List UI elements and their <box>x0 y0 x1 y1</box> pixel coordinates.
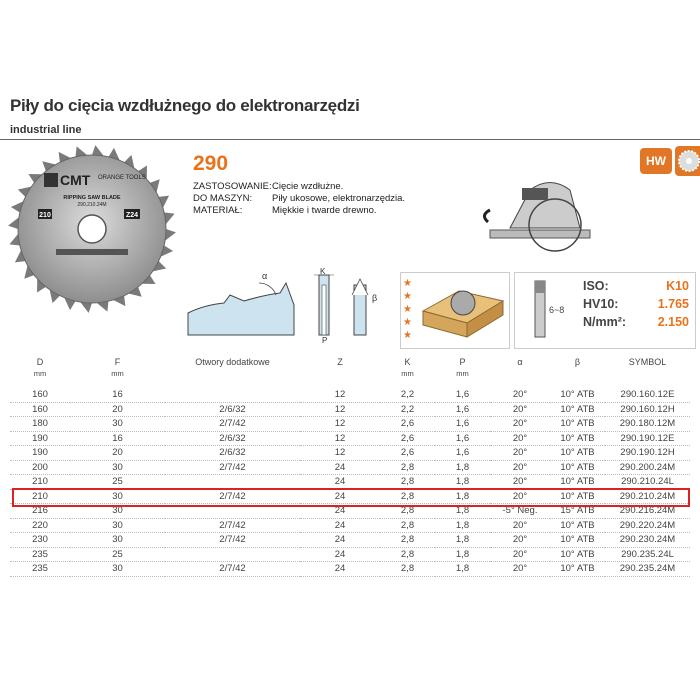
table-cell: 12 <box>300 446 380 461</box>
column-header: SYMBOL <box>628 357 667 367</box>
blade-brand: CMT <box>60 172 91 188</box>
table-cell: 25 <box>70 547 165 562</box>
table-cell: 24 <box>300 504 380 519</box>
table-cell: 290.210.24L <box>605 475 690 490</box>
table-cell: 200 <box>10 460 70 475</box>
table-cell: 290.160.12E <box>605 388 690 402</box>
table-cell <box>165 475 300 490</box>
table-cell: 2/6/32 <box>165 402 300 417</box>
table-cell: 24 <box>300 460 380 475</box>
table-cell: 10° ATB <box>550 446 605 461</box>
blade-diameter: 210 <box>39 212 51 219</box>
table-cell: 2,6 <box>380 446 435 461</box>
table-cell: 10° ATB <box>550 402 605 417</box>
table-cell: 20° <box>490 460 550 475</box>
blade-brand-sub: ORANGE TOOLS <box>98 175 146 181</box>
product-info <box>193 181 405 217</box>
table-cell: 12 <box>300 431 380 446</box>
table-cell: 235 <box>10 562 70 577</box>
blade-teeth: Z24 <box>125 212 139 219</box>
table-cell: 2/7/42 <box>165 417 300 432</box>
table-cell: 1,8 <box>435 533 490 548</box>
table-cell: 1,8 <box>435 562 490 577</box>
table-cell: 10° ATB <box>550 417 605 432</box>
blade-type: RIPPING SAW BLADE <box>63 195 121 201</box>
orange-blade-icon <box>675 146 700 176</box>
table-cell: 24 <box>300 547 380 562</box>
table-cell: 2,6 <box>380 417 435 432</box>
column-header: α <box>517 357 523 367</box>
table-cell: 20° <box>490 562 550 577</box>
table-row[interactable] <box>10 460 690 475</box>
table-cell: 2/6/32 <box>165 431 300 446</box>
table-cell: 20° <box>490 475 550 490</box>
tip-dimension: 6~8 <box>549 305 565 315</box>
k-label: K <box>320 267 326 276</box>
table-cell: 290.160.12H <box>605 402 690 417</box>
table-cell: 2,8 <box>380 489 435 504</box>
table-cell: 1,8 <box>435 460 490 475</box>
table-cell: 20° <box>490 431 550 446</box>
page-title: Piły do cięcia wzdłużnego do elektronarzędzi <box>10 96 360 115</box>
column-header: β <box>574 357 581 367</box>
table-row[interactable] <box>10 446 690 461</box>
application-illustration <box>400 272 510 349</box>
table-cell: 2/6/32 <box>165 446 300 461</box>
table-cell: 30 <box>70 417 165 432</box>
table-cell: 190 <box>10 446 70 461</box>
table-row[interactable] <box>10 547 690 562</box>
table-cell: 160 <box>10 402 70 417</box>
table-cell: 1,8 <box>435 518 490 533</box>
table-cell: 2/7/42 <box>165 489 300 504</box>
table-cell: 1,8 <box>435 489 490 504</box>
table-cell: 20° <box>490 533 550 548</box>
column-header: D mm <box>33 357 47 378</box>
table-cell: 20° <box>490 388 550 402</box>
table-cell: 24 <box>300 562 380 577</box>
table-cell: 30 <box>70 489 165 504</box>
table-row[interactable] <box>10 417 690 432</box>
table-cell: 290.230.24M <box>605 533 690 548</box>
table-row[interactable] <box>10 533 690 548</box>
table-cell: 10° ATB <box>550 547 605 562</box>
hw-badge: HW <box>640 148 672 174</box>
specs-panel <box>514 272 696 349</box>
table-cell: 16 <box>70 388 165 402</box>
table-cell: 2,8 <box>380 460 435 475</box>
saw-blade-image <box>6 143 178 315</box>
table-cell: 30 <box>70 562 165 577</box>
page-subtitle: industrial line <box>10 124 82 136</box>
table-cell: 2,8 <box>380 504 435 519</box>
saw-tooth <box>165 229 176 241</box>
table-row[interactable] <box>10 562 690 577</box>
table-cell: 2/7/42 <box>165 460 300 475</box>
table-cell: 24 <box>300 533 380 548</box>
blade-number: 290.210.24M <box>77 202 107 208</box>
table-cell: 290.180.12M <box>605 417 690 432</box>
table-cell: 290.220.24M <box>605 518 690 533</box>
table-cell: 10° ATB <box>550 460 605 475</box>
table-cell: 2/7/42 <box>165 518 300 533</box>
table-cell: 20° <box>490 518 550 533</box>
table-cell: 10° ATB <box>550 518 605 533</box>
info-row-application: ZASTOSOWANIE:Cięcie wzdłużne. <box>193 181 344 192</box>
column-header: F mm <box>111 357 124 378</box>
table-cell: 30 <box>70 533 165 548</box>
table-cell: 290.210.24M <box>605 489 690 504</box>
table-cell: 10° ATB <box>550 431 605 446</box>
table-cell: 2,8 <box>380 533 435 548</box>
table-cell: 180 <box>10 417 70 432</box>
table-cell: 24 <box>300 475 380 490</box>
saw-tooth <box>92 145 104 156</box>
table-cell: 2,8 <box>380 562 435 577</box>
table-cell: 16 <box>70 431 165 446</box>
table-cell: 20° <box>490 446 550 461</box>
header-divider <box>0 139 700 140</box>
table-cell: 20 <box>70 446 165 461</box>
table-cell: 24 <box>300 518 380 533</box>
table-row[interactable] <box>10 402 690 417</box>
saw-tooth <box>8 217 19 229</box>
table-cell: 230 <box>10 533 70 548</box>
table-cell: 10° ATB <box>550 562 605 577</box>
table-cell: 1,6 <box>435 446 490 461</box>
table-cell: 290.235.24M <box>605 562 690 577</box>
table-cell: -5° Neg. <box>490 504 550 519</box>
table-cell: 2,2 <box>380 402 435 417</box>
table-cell: 20° <box>490 402 550 417</box>
alpha-label: α <box>262 271 268 281</box>
table-cell <box>165 388 300 402</box>
table-body <box>10 388 690 576</box>
table-cell: 10° ATB <box>550 475 605 490</box>
table-cell: 20° <box>490 489 550 504</box>
table-cell: 30 <box>70 460 165 475</box>
tooth-geometry-diagram <box>184 265 394 345</box>
table-cell: 2,8 <box>380 475 435 490</box>
table-cell: 25 <box>70 475 165 490</box>
table-cell: 10° ATB <box>550 489 605 504</box>
saw-tooth <box>80 302 92 313</box>
table-cell: 2/7/42 <box>165 562 300 577</box>
p-label: P <box>322 336 328 345</box>
table-cell: 1,8 <box>435 504 490 519</box>
table-cell: 2,6 <box>380 431 435 446</box>
table-row[interactable] <box>10 431 690 446</box>
product-code: 290 <box>193 152 229 175</box>
table-cell: 220 <box>10 518 70 533</box>
table-row[interactable] <box>10 388 690 402</box>
table-cell: 290.216.24M <box>605 504 690 519</box>
table-cell: 20° <box>490 417 550 432</box>
info-row-material: MATERIAŁ: Miękkie i twarde drewno. <box>193 205 377 216</box>
column-header: P mm <box>456 357 469 378</box>
table-cell: 1,8 <box>435 475 490 490</box>
table-cell: 12 <box>300 388 380 402</box>
table-cell: 30 <box>70 518 165 533</box>
table-cell: 1,8 <box>435 547 490 562</box>
spec-strength: N/mm²: 2.150 <box>583 315 689 329</box>
circular-saw-illustration <box>470 170 600 260</box>
column-header: Otwory dodatkowe <box>195 357 270 367</box>
table-cell: 290.190.12H <box>605 446 690 461</box>
spec-hv10: HV10: 1.765 <box>583 297 689 311</box>
table-cell: 160 <box>10 388 70 402</box>
table-cell: 20 <box>70 402 165 417</box>
table-row[interactable] <box>10 518 690 533</box>
spec-iso: ISO: K10 <box>583 279 689 293</box>
table-cell: 190 <box>10 431 70 446</box>
table-cell: 235 <box>10 547 70 562</box>
info-row-machines: DO MASZYN: Piły ukosowe, elektronarzędzia. <box>193 193 406 204</box>
table-cell: 24 <box>300 489 380 504</box>
table-cell: 10° ATB <box>550 533 605 548</box>
table-cell: 210 <box>10 475 70 490</box>
table-cell: 2,8 <box>380 547 435 562</box>
table-cell: 10° ATB <box>550 388 605 402</box>
table-cell: 2,2 <box>380 388 435 402</box>
column-header: Z <box>337 357 343 367</box>
table-cell: 30 <box>70 504 165 519</box>
table-cell: 290.190.12E <box>605 431 690 446</box>
table-cell: 210 <box>10 489 70 504</box>
table-cell: 1,6 <box>435 417 490 432</box>
table-cell: 20° <box>490 547 550 562</box>
table-cell: 12 <box>300 402 380 417</box>
column-header: K mm <box>401 357 414 378</box>
product-table <box>10 355 690 577</box>
selected-row-highlight <box>12 488 690 507</box>
table-cell: 1,6 <box>435 388 490 402</box>
table-cell: 15° ATB <box>550 504 605 519</box>
table-cell: 1,6 <box>435 402 490 417</box>
table-cell: 2/7/42 <box>165 533 300 548</box>
beta-label: β <box>372 293 378 303</box>
table-cell: 290.235.24L <box>605 547 690 562</box>
table-cell: 2,8 <box>380 518 435 533</box>
table-cell <box>165 547 300 562</box>
wood-board-icon <box>419 281 507 343</box>
table-header-row <box>10 355 690 388</box>
brand-logo-mark <box>44 173 58 187</box>
table-cell: 1,6 <box>435 431 490 446</box>
table-cell: 290.200.24M <box>605 460 690 475</box>
table-cell: 216 <box>10 504 70 519</box>
table-cell: 12 <box>300 417 380 432</box>
table-row[interactable] <box>10 475 690 490</box>
rating-stars: ★ ★ ★ ★ ★ <box>403 278 412 341</box>
